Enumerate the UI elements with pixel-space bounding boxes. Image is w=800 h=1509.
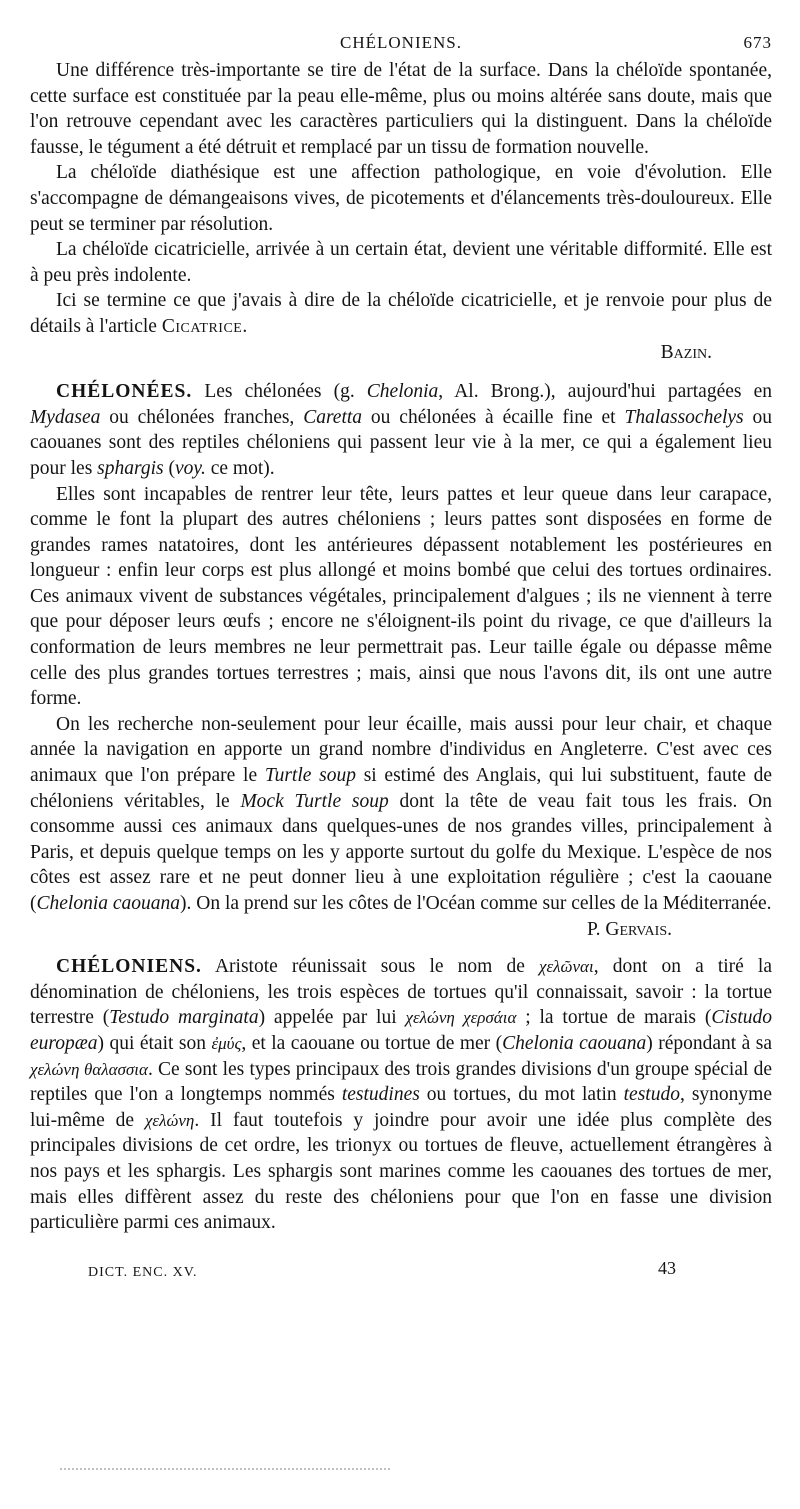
paragraph-diathesique: La chéloïde diathésique est une affection pathologique, en voie d'évolution. Elle s'accompagne de démangeaisons vives, de picotements et d'élancements très-douloureux. Elle peut se terminer par résolution. [30, 162, 772, 235]
renvoi-text: Ici se termine ce que j'avais à dire de la chéloïde cicatricielle, et je renvoie pour plus de détails à l'article [30, 290, 772, 337]
paragraph-surface: Une différence très-importante se tire de l'état de la surface. Dans la chéloïde spontanée, cette surface est constituée par la peau elle-même, plus ou moins altérée sans doute, mais que l'on retrouve cependant avec les caractères particuliers qui la distinguent. Dans la chéloïde fausse, le tégument a été détruit et remplacé par un tissu de formation nouvelle. [30, 60, 772, 158]
text: dont la tête de veau fait tous les frais. On consomme aussi ces animaux dans quelques-unes de nos grandes villes, principalement à Paris, et depuis quelque temps on les y apporte surtout du golfe du Mexique. L'espèce de nos côtes est assez rare et ne peut donner lieu à une exploitation régulière ; c'est la caouane ( [30, 790, 772, 914]
greek-term: χελώνη [144, 1110, 195, 1130]
taxon-name: Chelonia caouana [36, 893, 181, 914]
print-artifact-dots [60, 1468, 390, 1474]
entry-heading-cheloniens: CHÉLONIENS. [56, 956, 202, 978]
paragraph-cicatricielle: La chéloïde cicatricielle, arrivée à un certain état, devient une véritable difformité. Elle est à peu près indolente. [30, 239, 772, 286]
text: . Il faut toutefois y joindre pour avoir une idée plus complète des principales divisions de cet ordre, les trionyx ou tortues de fleuve, actuellement étrangères à nos pays et les sphargis. Les sphargis sont marines comme les caouanes des tortues de mer, mais elles diffèrent assez du reste des chéloniens pour que l'on en fasse une division particulière parmi ces animaux. [30, 1109, 772, 1234]
paragraph-usage [30, 712, 772, 917]
text: ; la tortue de marais ( [516, 1007, 712, 1029]
text: ou chélonées à écaille fine et [362, 406, 625, 428]
dish-name: Turtle soup [264, 765, 356, 787]
text: si estimé des Anglais, qui lui substituent, faute de chéloniens véritables, le [30, 765, 773, 812]
text: Aristote réunissait sous le nom de [201, 956, 539, 978]
text: , dont on a tiré la dénomination de chéloniens, les trois espèces de tortues qu'il connaissait, savoir : la tortue terrestre ( [30, 956, 772, 1029]
signature-bazin: Bazin. [660, 341, 712, 363]
text: ou chélonées franches, [100, 406, 304, 428]
text: ( [163, 457, 175, 479]
text: . Ce sont les types principaux des trois grandes divisions d'un groupe spécial de reptiles que l'on a longtemps nommés [30, 1058, 772, 1106]
text: ) qui était son [97, 1032, 212, 1054]
paragraph-renvoi [30, 288, 772, 339]
taxon-name: Caretta [303, 406, 363, 428]
text: ce mot). [205, 457, 275, 479]
taxon-name: Testudo marginata [109, 1007, 259, 1029]
latin-term: testudines [341, 1084, 420, 1106]
text: ou caouanes sont des reptiles chéloniens qui passent leur vie à la mer, ce qui a également lieu pour les [30, 406, 773, 479]
taxon-name: Mydasea [30, 406, 101, 428]
text: On les recherche non-seulement pour leur écaille, mais aussi pour leur chair, et chaque année la navigation en apporte un grand nombre d'individus en Angleterre. C'est avec ces animaux que l'on prépare le [30, 713, 772, 787]
taxon-name: Thalassochelys [624, 406, 744, 428]
latin-term: testudo [623, 1084, 680, 1106]
text: , et la caouane ou tortue de mer ( [241, 1032, 503, 1054]
paragraph-description: Elles sont incapables de rentrer leur tête, leurs pattes et leur queue dans leur carapace, comme le font la plupart des autres chéloniens ; leurs pattes sont disposées en forme de grandes rames natatoires, dont les antérieures dépassent notablement les postérieures en longueur : enfin leur corps est plus allongé et moins bombé que celui des tortues ordinaires. Ces animaux vivent de substances végétales, principalement d'algues ; ils ne viennent à terre que pour déposer leurs œufs ; encore ne s'éloignent-ils point du rivage, ce que d'ailleurs la conformation de leurs membres ne leur permettrait pas. Leur taille égale ou dépasse même celle des plus grandes tortues terrestres ; mais, ainsi que nous l'avons dit, ils ont une autre forme. [30, 483, 772, 710]
text: ou tortues, du mot latin [419, 1084, 624, 1106]
entry-cheloniens [30, 954, 772, 1236]
page-footer [30, 1250, 772, 1290]
greek-term: χελῶναι [538, 957, 594, 977]
text: ) répondant à sa [646, 1032, 773, 1054]
taxon-name: Chelonia [366, 381, 439, 403]
text: ). On la prend sur les côtes de l'Océan comme sur celles de la Méditerranée. [180, 893, 772, 914]
taxon-name: sphargis [97, 457, 164, 479]
greek-term: χελώνη χερσάια [405, 1008, 517, 1028]
taxon-name: Chelonia caouana [502, 1032, 647, 1054]
page [30, 26, 772, 1290]
cross-reference-link[interactable]: Cicatrice. [161, 315, 248, 337]
text: , Al. Brong.), aujourd'hui partagées en [438, 381, 772, 403]
taxon-name: Cistudo europæa [30, 1007, 773, 1054]
text: Les chélonées (g. [192, 381, 367, 403]
signature-gervais: P. Gervais. [586, 918, 672, 940]
text: ) appelée par lui [258, 1007, 406, 1029]
page-number: 673 [743, 33, 772, 52]
running-header [30, 26, 772, 58]
dish-name: Mock Turtle soup [240, 790, 389, 812]
footer-sheet-number: 43 [658, 1257, 676, 1278]
text: , synonyme lui-même de [30, 1084, 772, 1131]
entry-heading-chelonees: CHÉLONÉES. [56, 381, 193, 403]
footer-signature-mark: DICT. ENC. XV. [88, 1264, 198, 1280]
greek-term: ἐμύς [211, 1033, 242, 1053]
page-title: CHÉLONIENS. [340, 33, 462, 52]
see-also: voy. [175, 457, 206, 479]
greek-term: χελώνη θαλασσια [30, 1059, 148, 1079]
entry-chelonees [30, 379, 772, 481]
